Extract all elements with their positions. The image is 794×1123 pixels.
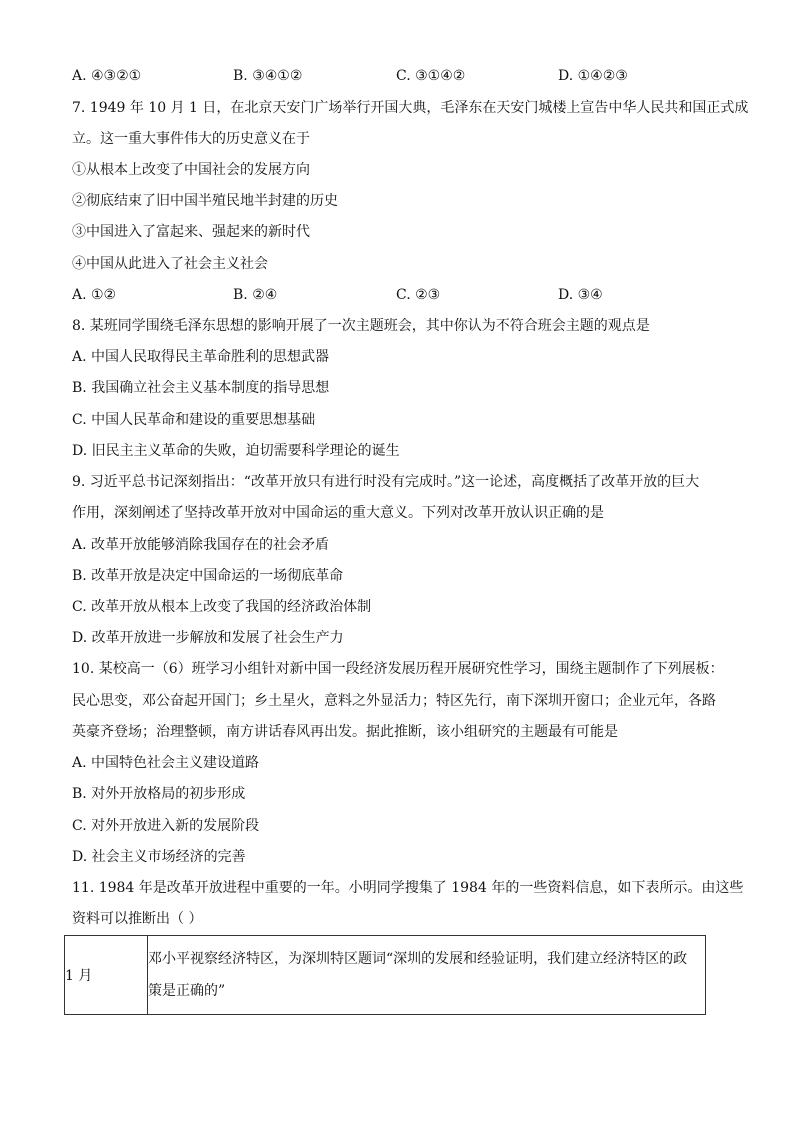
q7-option-a: A. ①② bbox=[72, 287, 117, 303]
q7-item-4: ④中国从此进入了社会主义社会 bbox=[72, 256, 268, 272]
q7-item-3: ③中国进入了富起来、强起来的新时代 bbox=[72, 224, 310, 240]
q6-option-b: B. ③④①② bbox=[233, 68, 303, 84]
q9-option-b: B. 改革开放是决定中国命运的一场彻底革命 bbox=[72, 568, 344, 584]
q7-stem-line2: 立。这一重大事件伟大的历史意义在于 bbox=[72, 131, 310, 147]
table-row bbox=[65, 936, 706, 1015]
q11-stem-line1: 11. 1984 年是改革开放进程中重要的一年。小明同学搜集了 1984 年的一些资料信息，如下表所示。由这些 bbox=[72, 880, 744, 896]
q10-stem-line2: 民心思变，邓公奋起开国门；乡土星火，意料之外显活力；特区先行，南下深圳开窗口；企业元年，各路 bbox=[72, 693, 716, 709]
q8-option-a: A. 中国人民取得民主革命胜利的思想武器 bbox=[72, 349, 330, 365]
q8-option-c: C. 中国人民革命和建设的重要思想基础 bbox=[72, 412, 316, 428]
q7-item-2: ②彻底结束了旧中国半殖民地半封建的历史 bbox=[72, 193, 338, 209]
q7-stem-line1: 7. 1949 年 10 月 1 日，在北京天安门广场举行开国大典，毛泽东在天安门城楼上宣告中华人民共和国正式成 bbox=[72, 100, 749, 116]
table-cell-content-line2: 策是正确的” bbox=[148, 983, 226, 999]
q9-option-a: A. 改革开放能够消除我国存在的社会矛盾 bbox=[72, 537, 330, 553]
q10-stem-line1: 10. 某校高一（6）班学习小组针对新中国一段经济发展历程开展研究性学习，围绕主题制作了下列展板： bbox=[72, 661, 724, 677]
q6-option-c: C. ③①④② bbox=[396, 68, 466, 84]
q9-stem-line1: 9. 习近平总书记深刻指出：“改革开放只有进行时没有完成时。”这一论述，高度概括了改革开放的巨大 bbox=[72, 474, 700, 490]
q10-option-d: D. 社会主义市场经济的完善 bbox=[72, 849, 246, 865]
q9-stem-line2: 作用，深刻阐述了坚持改革开放对中国命运的重大意义。下列对改革开放认识正确的是 bbox=[72, 505, 604, 521]
q10-option-a: A. 中国特色社会主义建设道路 bbox=[72, 755, 260, 771]
q8-option-d: D. 旧民主主义革命的失败，迫切需要科学理论的诞生 bbox=[72, 443, 400, 459]
table-cell-content-line1: 邓小平视察经济特区，为深圳特区题词“深圳的发展和经验证明，我们建立经济特区的政 bbox=[148, 951, 688, 967]
q7-option-b: B. ②④ bbox=[233, 287, 278, 303]
q9-option-d: D. 改革开放进一步解放和发展了社会生产力 bbox=[72, 630, 344, 646]
q6-option-d: D. ①④②③ bbox=[558, 68, 628, 84]
q10-option-c: C. 对外开放进入新的发展阶段 bbox=[72, 818, 260, 834]
q10-option-b: B. 对外开放格局的初步形成 bbox=[72, 786, 246, 802]
q7-option-d: D. ③④ bbox=[558, 287, 603, 303]
q11-info-table bbox=[64, 935, 706, 1015]
q9-option-c: C. 改革开放从根本上改变了我国的经济政治体制 bbox=[72, 599, 372, 615]
q7-item-1: ①从根本上改变了中国社会的发展方向 bbox=[72, 162, 310, 178]
table-cell-content bbox=[148, 936, 706, 1015]
q10-stem-line3: 英豪齐登场；治理整顿，南方讲话春风再出发。据此推断，该小组研究的主题最有可能是 bbox=[72, 724, 618, 740]
table-cell-month: 1 月 bbox=[65, 936, 148, 1015]
q8-stem: 8. 某班同学围绕毛泽东思想的影响开展了一次主题班会，其中你认为不符合班会主题的观点是 bbox=[72, 318, 650, 334]
q7-option-c: C. ②③ bbox=[396, 287, 441, 303]
q11-stem-line2: 资料可以推断出（ ） bbox=[72, 911, 203, 927]
q8-option-b: B. 我国确立社会主义基本制度的指导思想 bbox=[72, 380, 330, 396]
q6-option-a: A. ④③②① bbox=[72, 68, 142, 84]
